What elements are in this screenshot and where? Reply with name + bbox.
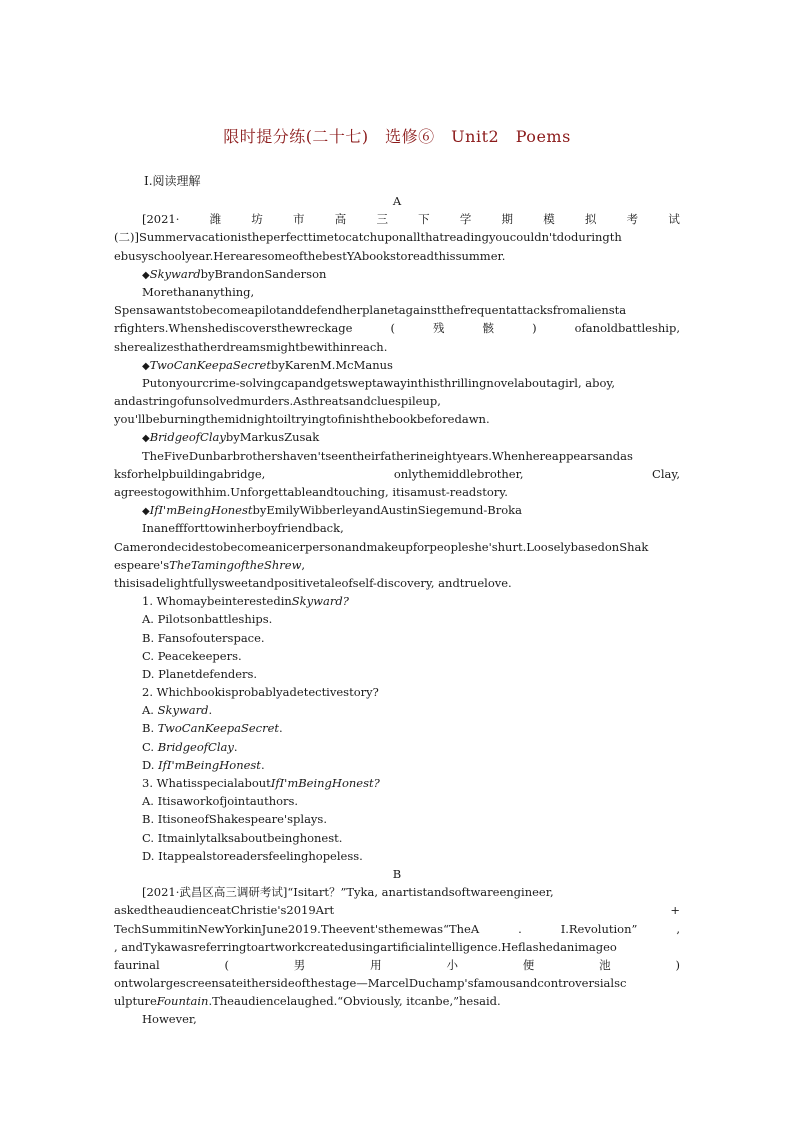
diamond-bullet-icon: ◆: [142, 360, 150, 372]
section-heading: Ⅰ.阅读理解: [144, 174, 201, 188]
paragraph-line: , andTykawasreferringtoartworkcreatedusingartificialintelligence.Heflashedanimageo: [114, 939, 617, 954]
document-body: [114, 192, 680, 1029]
paragraph-line: sherealizesthatherdreamsmightbewithinreach.: [114, 339, 388, 354]
question-text: 1. Whomaybeinterestedin: [142, 594, 292, 609]
answer-option: B. ItisoneofShakespeare'splays.: [142, 812, 327, 827]
page-title: 限时提分练(二十七) 选修⑥ Unit2 Poems: [223, 127, 571, 146]
text-fragment: askedtheaudienceatChristie's2019Art: [114, 903, 335, 918]
text-fragment: 男: [293, 957, 306, 972]
source-char: 期: [501, 212, 514, 227]
paragraph-line: andastringofunsolvedmurders.Asthreatsandcluespileup,: [114, 394, 441, 409]
diamond-bullet-icon: ◆: [142, 269, 150, 281]
paragraph-line: Inaneffforttowinherboyfriendback,: [142, 521, 344, 536]
option-text: IfI'mBeingHonest: [158, 757, 261, 772]
source-char: 试: [668, 212, 680, 227]
text-fragment: onlythemiddlebrother,: [393, 466, 524, 481]
text-fragment: (: [390, 321, 395, 336]
source-char: 潍: [209, 212, 222, 227]
option-punct: .: [260, 757, 265, 772]
source-char: 模: [543, 212, 555, 227]
answer-option: C. Itmainlytalksaboutbeinghonest.: [142, 830, 343, 845]
book-author: byEmilyWibberleyandAustinSiegemund-Broka: [252, 503, 522, 518]
question-text-italic: IfI'mBeingHonest?: [270, 776, 380, 790]
text-fragment: 小: [446, 957, 458, 972]
answer-option: A. Pilotsonbattleships.: [142, 612, 273, 627]
text-fragment: ,: [676, 921, 680, 936]
text-fragment: .: [518, 921, 522, 936]
text-fragment: (: [224, 957, 229, 972]
book-author: byKarenM.McManus: [270, 357, 393, 372]
text-fragment: faurinal: [114, 957, 160, 972]
text-fragment: espeare's: [114, 557, 170, 572]
paragraph-line: [114, 901, 680, 919]
source-char: 学: [459, 212, 472, 227]
source-char: [2021·: [142, 212, 180, 227]
book-title: Skyward: [149, 266, 201, 281]
text-fragment: 池: [599, 957, 611, 972]
paragraph-line: agreestogowithhim.Unforgettableandtouching, itisamust-readstory.: [114, 485, 508, 499]
question-text: 3. Whatisspecialabout: [142, 776, 271, 790]
book-heading: [114, 428, 680, 446]
text-fragment: 用: [370, 957, 382, 972]
text-fragment: ): [675, 957, 680, 972]
paragraph-line: [114, 319, 680, 337]
question-stem: 2. Whichbookisprobablyadetectivestory?: [142, 685, 379, 700]
paragraph-line: Camerondecidestobecomeanicerpersonandmakeupforpeopleshe'shurt.LooselybasedonShak: [114, 539, 649, 554]
paragraph-line: TheFiveDunbarbrothershaven'tseentheirfatherineightyears.Whenhereappearsandas: [142, 448, 633, 463]
paragraph-line: [114, 556, 680, 574]
source-char: 拟: [584, 212, 597, 227]
text-fragment: .Theaudiencelaughed.“Obviously, itcanbe,”hesaid.: [208, 994, 501, 1009]
passage-a-intro: (二)]Summervacationistheperfecttimetocatchuponallthatreadingyoucouldn'tdoduringth: [114, 230, 622, 245]
source-char: 下: [418, 212, 430, 227]
source-char: 市: [293, 212, 305, 227]
answer-option: C. Peacekeepers.: [142, 648, 242, 663]
book-heading: [114, 501, 680, 519]
text-fragment: ksforhelpbuildingabridge,: [114, 466, 266, 481]
option-punct: .: [279, 721, 283, 736]
answer-option: A. Itisaworkofjointauthors.: [142, 794, 299, 809]
paragraph-line: [114, 920, 680, 938]
diamond-bullet-icon: ◆: [142, 506, 150, 518]
book-author: byBrandonSanderson: [200, 266, 327, 281]
source-char: 考: [626, 212, 639, 227]
paragraph-line: Spensawantstobecomeapilotanddefendherplanetagainstthefrequentattacksfromaliensta: [114, 303, 627, 318]
answer-option: [114, 738, 680, 756]
paragraph-line: However,: [142, 1012, 197, 1027]
text-fragment: 骸: [482, 321, 495, 336]
option-letter: C.: [142, 739, 158, 754]
text-fragment: ,: [301, 557, 306, 572]
work-title: Fountain: [156, 994, 209, 1009]
text-fragment: 便: [522, 957, 535, 972]
text-fragment: +: [670, 903, 680, 918]
option-text: BridgeofClay: [157, 739, 234, 754]
book-author: byMarkusZusak: [225, 430, 320, 445]
book-title: BridgeofClay: [149, 430, 226, 445]
passage-a-label: A: [392, 194, 402, 208]
text-fragment: ofanoldbattleship,: [574, 321, 680, 336]
paragraph-line: [114, 992, 680, 1010]
paragraph-line: [114, 465, 680, 483]
option-letter: D.: [142, 757, 159, 772]
book-title: IfI'mBeingHonest: [149, 503, 253, 518]
option-letter: B.: [142, 721, 158, 736]
answer-option: [114, 719, 680, 737]
source-char: 高: [334, 212, 347, 227]
book-heading: [114, 265, 680, 283]
paragraph-line: [114, 956, 680, 974]
source-char: 三: [376, 212, 388, 227]
paragraph-line: you'llbeburningthemidnightoiltryingtofinishthebookbeforedawn.: [114, 412, 490, 427]
answer-option: B. Fansofouterspace.: [142, 630, 265, 645]
text-fragment: rfighters.Whenshediscoversthewreckage: [114, 321, 353, 336]
question-text-italic: Skyward?: [291, 594, 349, 609]
diamond-bullet-icon: ◆: [142, 433, 150, 445]
passage-b-label: B: [392, 866, 402, 881]
paragraph-line: thisisadelightfullysweetandpositivetaleofself-discovery, andtruelove.: [114, 575, 512, 590]
book-heading: [114, 356, 680, 374]
text-fragment: ): [532, 321, 537, 336]
answer-option: [114, 701, 680, 719]
paragraph-line: Putonyourcrime-solvingcapandgetsweptawayinthisthrillingnovelaboutagirl, aboy,: [142, 375, 616, 390]
paragraph-line: [2021·武昌区高三调研考试]“Isitart？”Tyka, anartistandsoftwareengineer,: [142, 885, 554, 900]
text-fragment: I.Revolution”: [560, 921, 638, 936]
passage-a-source: [114, 210, 680, 228]
text-fragment: TechSummitinNewYorkinJune2019.Theevent'sthemewas“TheA: [114, 921, 480, 936]
question-stem: [114, 774, 680, 792]
book-title: TwoCanKeepaSecret: [149, 357, 271, 372]
option-text: Skyward: [157, 703, 209, 718]
passage-a-intro: ebusyschoolyear.HerearesomeofthebestYAbookstoreadthissummer.: [114, 248, 506, 263]
text-fragment: Clay,: [652, 466, 680, 481]
source-char: 坊: [251, 212, 263, 227]
option-punct: .: [233, 739, 238, 754]
option-letter: A.: [142, 703, 158, 718]
paragraph-line: Morethananything,: [142, 284, 255, 299]
option-text: TwoCanKeepaSecret: [157, 721, 280, 736]
option-punct: .: [208, 703, 213, 718]
answer-option: D. Itappealstoreadersfeelinghopeless.: [142, 848, 363, 863]
question-stem: [114, 592, 680, 610]
text-fragment: 残: [432, 321, 445, 336]
work-title: TheTamingoftheShrew: [169, 557, 302, 572]
answer-option: D. Planetdefenders.: [142, 666, 258, 681]
paragraph-line: ontwolargescreensateithersideofthestage—MarcelDuchamp'sfamousandcontroversialsc: [114, 976, 627, 991]
text-fragment: ulpture: [114, 994, 157, 1009]
answer-option: [114, 756, 680, 774]
